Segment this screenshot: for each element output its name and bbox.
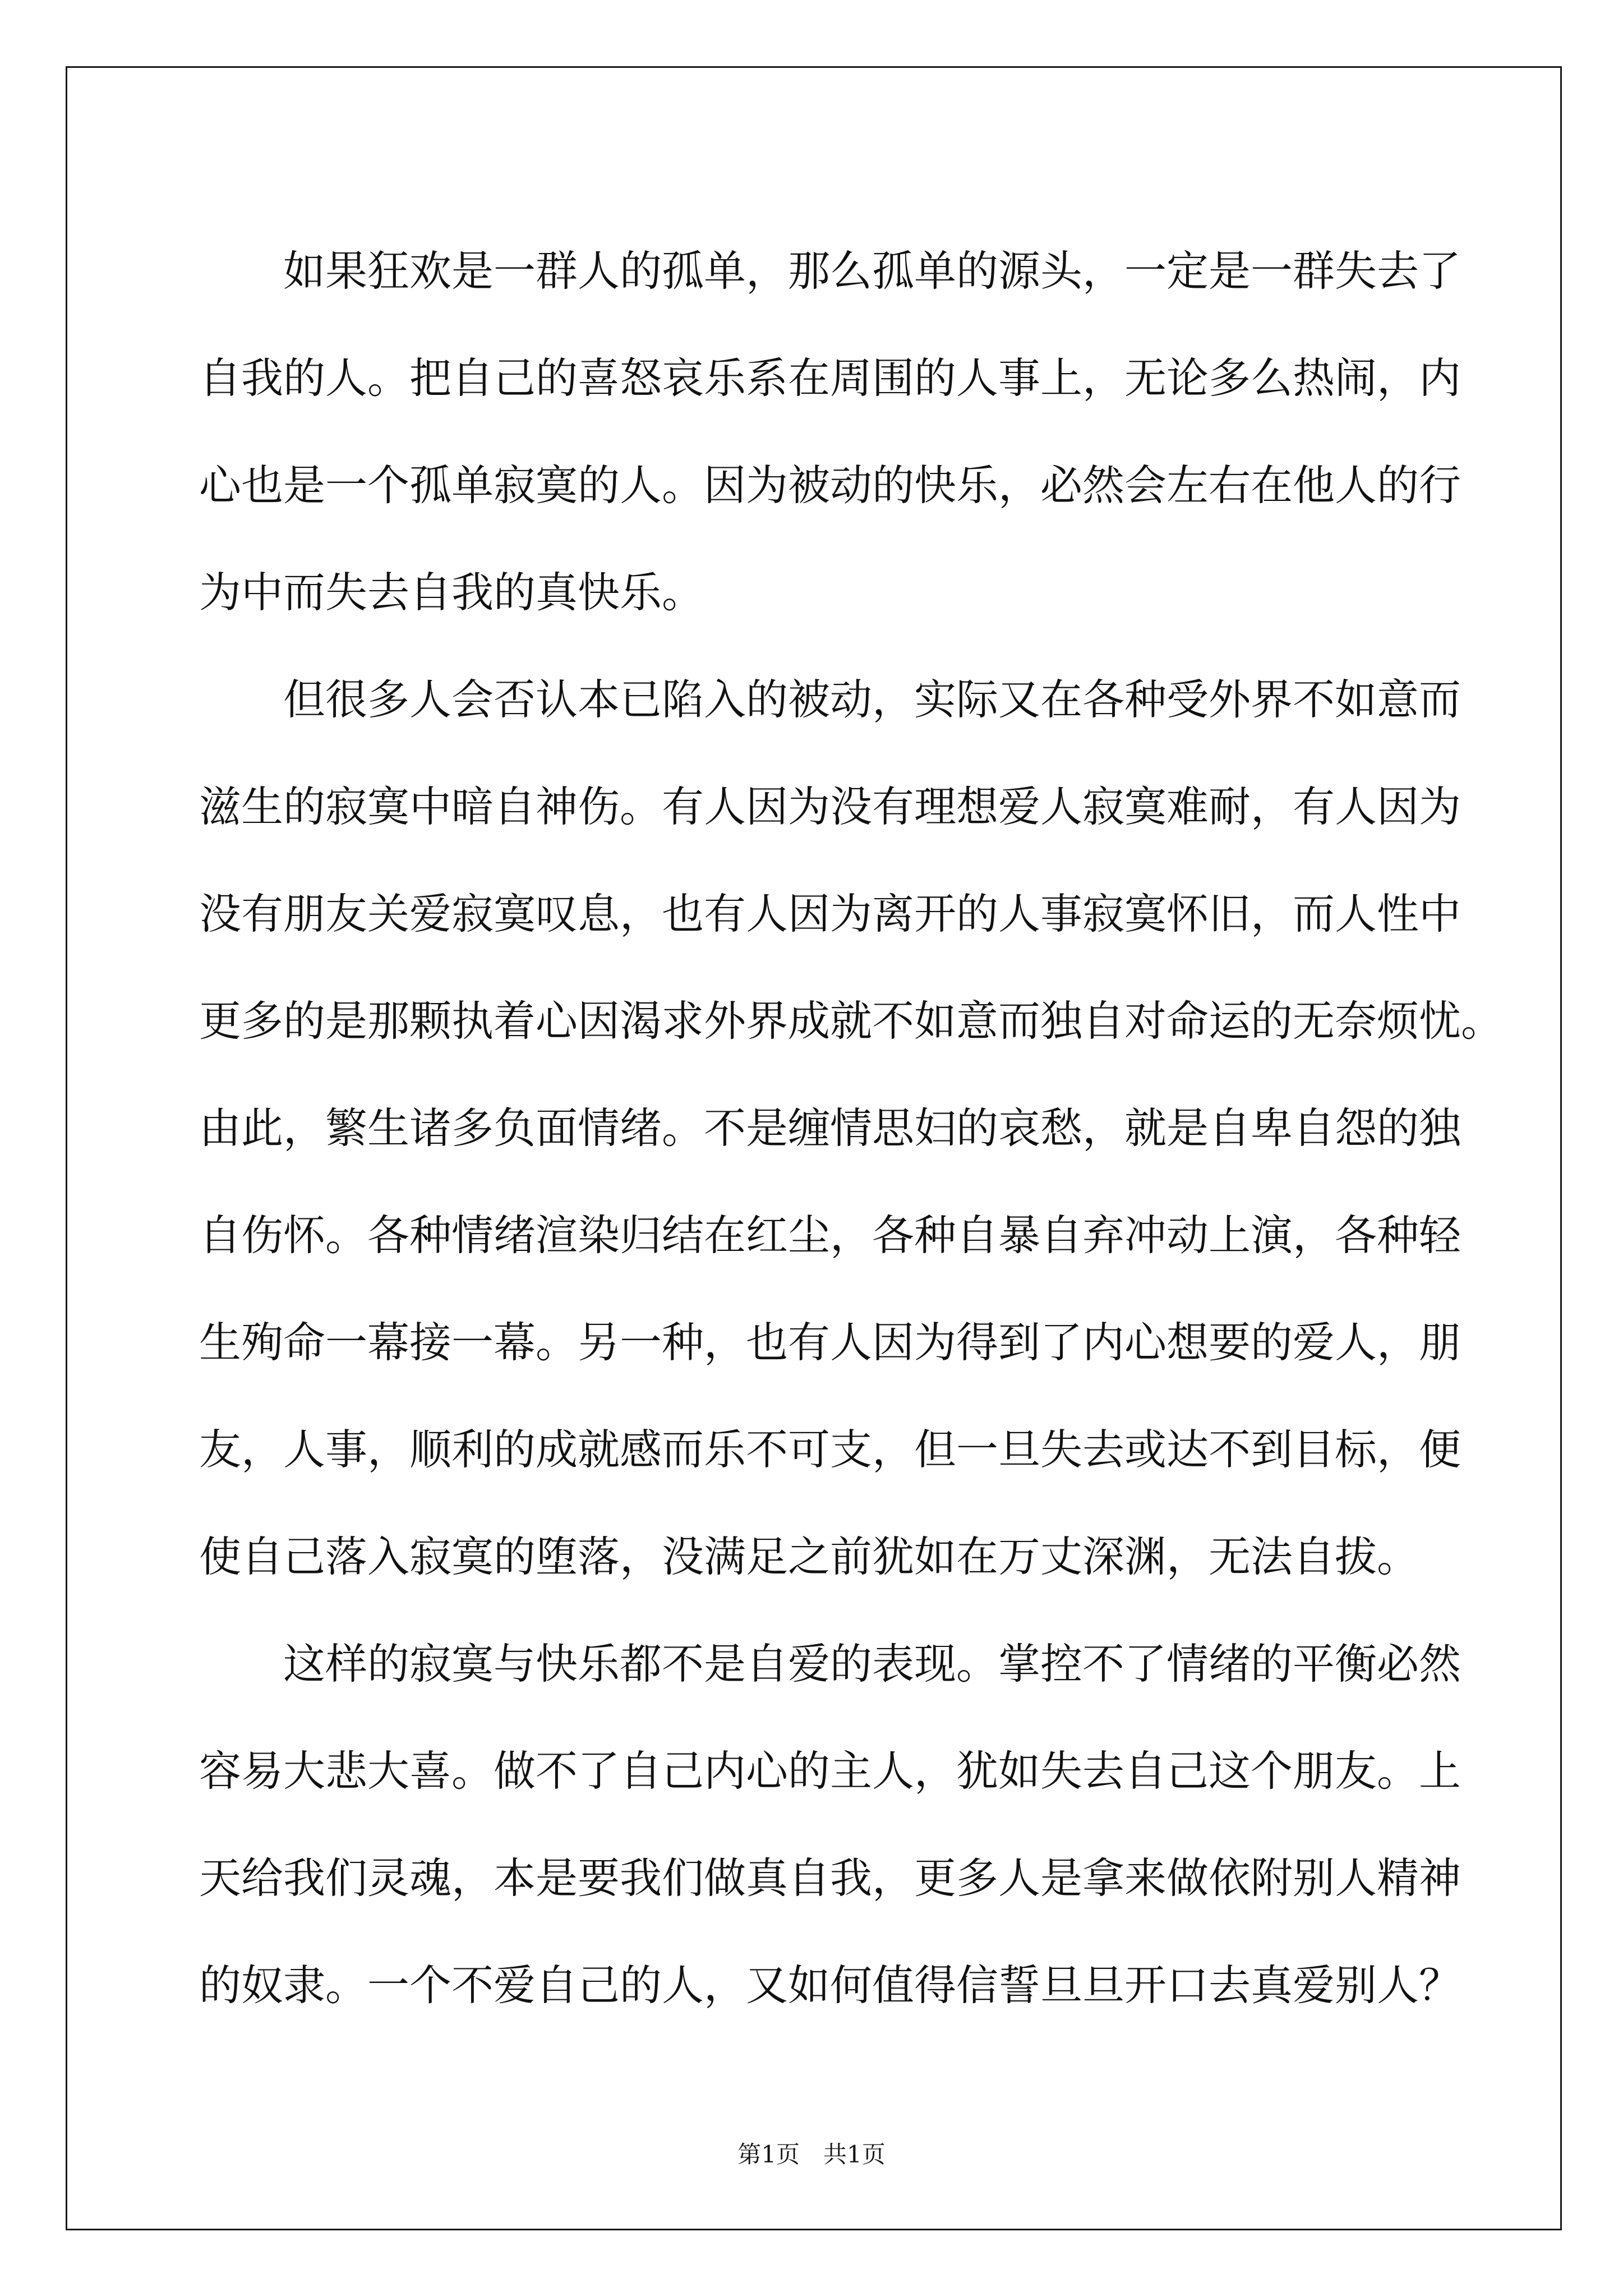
text-line: 滋生的寂寞中暗自神伤。有人因为没有理想爱人寂寞难耐，有人因为 bbox=[199, 782, 1461, 831]
text-line: 友，人事，顺利的成就感而乐不可支，但一旦失去或达不到目标，便 bbox=[199, 1425, 1461, 1474]
text-line: 如果狂欢是一群人的孤单，那么孤单的源头，一定是一群失去了 bbox=[283, 246, 1461, 296]
text-line: 更多的是那颗执着心因渴求外界成就不如意而独自对命运的无奈烦忧。 bbox=[199, 996, 1504, 1046]
page-number-footer: 第1页 共1页 bbox=[737, 2141, 886, 2168]
text-line: 心也是一个孤单寂寞的人。因为被动的快乐，必然会左右在他人的行 bbox=[199, 461, 1461, 510]
document-body bbox=[199, 218, 1504, 2039]
text-line: 容易大悲大喜。做不了自己内心的主人，犹如失去自己这个朋友。上 bbox=[199, 1746, 1461, 1796]
text-line: 但很多人会否认本已陷入的被动，实际又在各种受外界不如意而 bbox=[283, 675, 1461, 724]
text-line: 自我的人。把自己的喜怒哀乐系在周围的人事上，无论多么热闹，内 bbox=[199, 353, 1461, 403]
text-line: 自伤怀。各种情绪渲染归结在红尘，各种自暴自弃冲动上演，各种轻 bbox=[199, 1211, 1461, 1260]
text-line: 生殉命一幕接一幕。另一种，也有人因为得到了内心想要的爱人，朋 bbox=[199, 1318, 1461, 1367]
text-line: 这样的寂寞与快乐都不是自爱的表现。掌控不了情绪的平衡必然 bbox=[283, 1639, 1461, 1688]
text-line: 为中而失去自我的真快乐。 bbox=[199, 568, 704, 617]
text-line: 使自己落入寂寞的堕落，没满足之前犹如在万丈深渊，无法自拔。 bbox=[199, 1532, 1419, 1581]
text-line: 天给我们灵魂，本是要我们做真自我，更多人是拿来做依附别人精神 bbox=[199, 1853, 1461, 1903]
text-line: 由此，繁生诸多负面情绪。不是缠情思妇的哀愁，就是自卑自怨的独 bbox=[199, 1103, 1461, 1153]
text-line: 没有朋友关爱寂寞叹息，也有人因为离开的人事寂寞怀旧，而人性中 bbox=[199, 889, 1461, 938]
text-line: 的奴隶。一个不爱自己的人，又如何值得信誓旦旦开口去真爱别人？ bbox=[199, 1961, 1461, 2010]
